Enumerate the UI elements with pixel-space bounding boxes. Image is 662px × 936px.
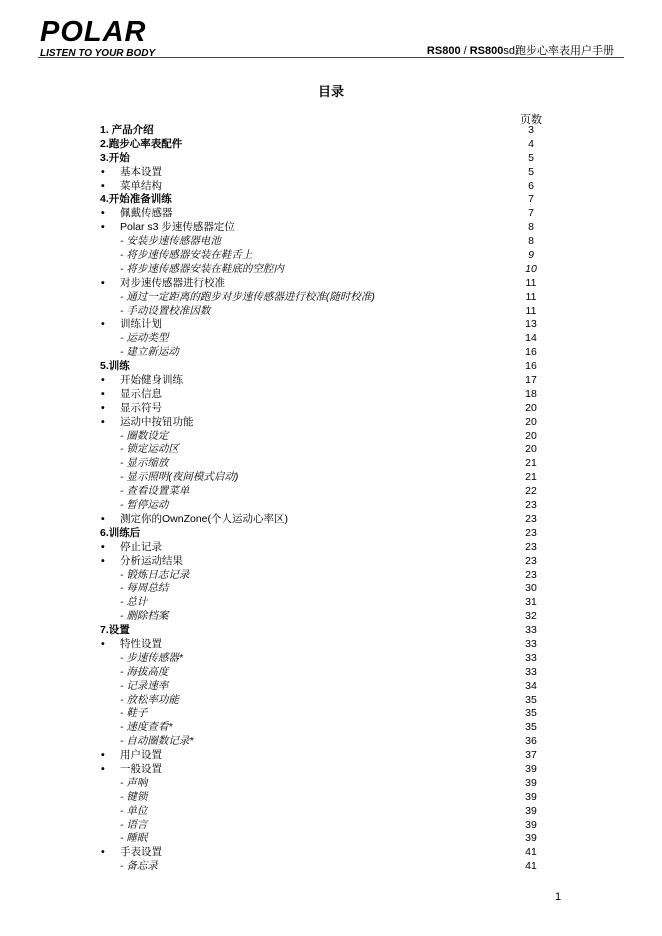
header-separator: / <box>460 45 470 57</box>
header-divider <box>38 57 624 58</box>
toc-entry <box>0 277 662 291</box>
toc-entry-page: 39 <box>525 790 537 803</box>
toc-entry-title: 分析运动结果 <box>120 554 183 567</box>
page-column-header: 页数 <box>520 114 542 126</box>
toc-entry <box>0 457 662 471</box>
toc-entry-title: 4.开始准备训练 <box>100 193 172 206</box>
toc-entry-title: - 语言 <box>120 818 148 831</box>
toc-entry <box>0 527 662 541</box>
toc-entry-page: 13 <box>525 318 537 331</box>
toc-entry-page: 21 <box>525 471 537 484</box>
bullet-glyph: • <box>101 846 105 859</box>
toc-entry <box>0 652 662 666</box>
toc-entry <box>0 735 662 749</box>
header-model-1: RS800 <box>426 45 461 57</box>
toc-entry-page: 16 <box>525 360 537 373</box>
toc-entry <box>0 555 662 569</box>
toc-entry-title: 测定你的OwnZone(个人运动心率区) <box>120 512 289 525</box>
toc-entry <box>0 221 662 235</box>
toc-entry-page: 20 <box>525 443 537 456</box>
bullet-glyph: • <box>101 637 105 650</box>
toc-entry <box>0 791 662 805</box>
toc-entry <box>0 596 662 610</box>
toc-entry-title: - 将步速传感器安装在鞋底的空腔内 <box>120 262 284 275</box>
toc-entry-title: 运动中按钮功能 <box>120 415 194 428</box>
toc-entry-page: 7 <box>528 207 534 220</box>
toc-entry-title: - 放松率功能 <box>120 693 179 706</box>
toc-entry-page: 20 <box>525 415 537 428</box>
toc-entry-title: 菜单结构 <box>120 179 162 192</box>
toc-entry <box>0 138 662 152</box>
toc-entry <box>0 346 662 360</box>
toc-entry-page: 35 <box>525 693 537 706</box>
header-suffix: sd跑步心率表用户手册 <box>503 45 614 57</box>
toc-entry-page: 33 <box>525 651 537 664</box>
toc-entry-title: 手表设置 <box>120 846 162 859</box>
toc-entry-title: - 暂停运动 <box>120 499 169 512</box>
toc-entry <box>0 624 662 638</box>
page-title: 目录 <box>317 84 344 99</box>
toc-entry <box>0 332 662 346</box>
toc-entry-page: 33 <box>525 665 537 678</box>
toc-entry-title: - 声响 <box>120 776 148 789</box>
toc-entry-title: 基本设置 <box>120 165 162 178</box>
toc-entry-title: 7.设置 <box>100 624 130 637</box>
toc-entry <box>0 124 662 138</box>
toc-entry-title: - 记录速率 <box>120 679 169 692</box>
bullet-glyph: • <box>101 165 105 178</box>
toc-entry <box>0 832 662 846</box>
toc-entry-page: 16 <box>525 346 537 359</box>
toc-entry <box>0 846 662 860</box>
toc-entry-title: - 建立新运动 <box>120 346 179 359</box>
toc-entry <box>0 819 662 833</box>
toc-entry <box>0 166 662 180</box>
toc-entry <box>0 263 662 277</box>
toc-entry <box>0 638 662 652</box>
toc-entry-page: 10 <box>525 262 537 275</box>
toc-entry <box>0 388 662 402</box>
toc-entry-title: - 每周总结 <box>120 582 169 595</box>
toc-entry-page: 32 <box>525 610 537 623</box>
bullet-glyph: • <box>101 179 105 192</box>
toc-entry-page: 7 <box>528 193 534 206</box>
bullet-glyph: • <box>101 749 105 762</box>
logo-wordmark: POLAR <box>40 17 147 48</box>
toc-entry-title: 佩戴传感器 <box>120 207 173 220</box>
bullet-glyph: • <box>101 276 105 289</box>
bullet-glyph: • <box>101 415 105 428</box>
toc-entry-page: 41 <box>525 860 537 873</box>
toc-entry-page: 35 <box>525 721 537 734</box>
toc-entry-title: 开始健身训练 <box>120 374 183 387</box>
toc-entry-page: 18 <box>525 387 537 400</box>
toc-entry-page: 30 <box>525 582 537 595</box>
bullet-glyph: • <box>101 374 105 387</box>
toc-entry-page: 3 <box>528 124 534 136</box>
toc-entry-title: - 将步速传感器安装在鞋舌上 <box>120 249 253 262</box>
toc-entry-title: - 备忘录 <box>120 860 158 873</box>
page-number: 1 <box>555 891 562 903</box>
toc-entry-page: 39 <box>525 818 537 831</box>
logo-tagline: LISTEN TO YOUR BODY <box>40 48 156 59</box>
toc-entry-page: 5 <box>528 151 534 164</box>
toc-entry <box>0 360 662 374</box>
toc-entry-title: - 睡眠 <box>120 832 148 845</box>
toc-entry-page: 33 <box>525 637 537 650</box>
toc-entry-title: 显示信息 <box>120 387 162 400</box>
toc-entry <box>0 430 662 444</box>
toc-entry-title: - 自动圈数记录* <box>120 735 194 748</box>
toc-entry <box>0 513 662 527</box>
toc-entry-page: 14 <box>525 332 537 345</box>
toc-entry <box>0 471 662 485</box>
toc-entry <box>0 180 662 194</box>
toc-entry <box>0 443 662 457</box>
toc-entry-title: - 显示缩放 <box>120 457 169 470</box>
toc-entry <box>0 666 662 680</box>
toc-entry-title: 2.跑步心率表配件 <box>100 137 183 150</box>
toc-entry <box>0 582 662 596</box>
toc-entry-title: 6.训练后 <box>100 526 141 539</box>
toc-entry-title: 特性设置 <box>120 637 162 650</box>
toc-entry-page: 37 <box>525 749 537 762</box>
toc-entry-page: 20 <box>525 429 537 442</box>
toc-entry <box>0 193 662 207</box>
toc-entry-page: 9 <box>528 249 534 262</box>
toc-entry-page: 39 <box>525 776 537 789</box>
polar-logo <box>38 17 168 61</box>
toc-entry-title: - 步速传感器* <box>120 651 183 664</box>
toc-entry-page: 6 <box>528 179 534 192</box>
toc-entry-page: 35 <box>525 707 537 720</box>
toc-entry-page: 11 <box>525 304 537 317</box>
toc-entry-page: 23 <box>525 540 537 553</box>
toc-entry-title: 停止记录 <box>120 540 162 553</box>
toc-entry-title: 训练计划 <box>120 318 162 331</box>
header-model-2: RS800 <box>469 45 504 57</box>
polar-logo-graphic <box>38 17 168 61</box>
table-of-contents <box>0 124 662 874</box>
toc-entry <box>0 707 662 721</box>
toc-entry <box>0 610 662 624</box>
toc-entry <box>0 694 662 708</box>
toc-entry-title: - 运动类型 <box>120 332 169 345</box>
toc-entry <box>0 749 662 763</box>
toc-entry-page: 31 <box>525 596 537 609</box>
toc-entry-title: - 速度查看* <box>120 721 173 734</box>
toc-entry-page: 17 <box>525 374 537 387</box>
toc-entry-title: - 鞋子 <box>120 707 148 720</box>
toc-entry-page: 41 <box>525 846 537 859</box>
toc-entry-page: 39 <box>525 804 537 817</box>
bullet-glyph: • <box>101 318 105 331</box>
bullet-glyph: • <box>101 540 105 553</box>
toc-entry <box>0 305 662 319</box>
toc-entry-title: Polar s3 步速传感器定位 <box>120 221 235 234</box>
toc-entry <box>0 569 662 583</box>
toc-entry <box>0 499 662 513</box>
toc-entry-title: - 查看设置菜单 <box>120 485 190 498</box>
toc-entry <box>0 249 662 263</box>
toc-entry-title: - 显示照明(夜间模式启动) <box>120 471 239 484</box>
toc-entry-page: 39 <box>525 832 537 845</box>
toc-entry <box>0 152 662 166</box>
toc-entry <box>0 805 662 819</box>
toc-entry-page: 11 <box>525 276 537 289</box>
toc-entry-page: 5 <box>528 165 534 178</box>
toc-entry-title: - 圈数设定 <box>120 429 169 442</box>
toc-entry <box>0 541 662 555</box>
toc-entry-page: 23 <box>525 526 537 539</box>
toc-entry <box>0 721 662 735</box>
toc-entry-title: 显示符号 <box>120 401 162 414</box>
toc-entry-page: 8 <box>528 221 534 234</box>
toc-entry-title: 对步速传感器进行校准 <box>120 276 225 289</box>
toc-entry-page: 23 <box>525 554 537 567</box>
toc-entry-title: 3.开始 <box>100 151 130 164</box>
toc-entry <box>0 860 662 874</box>
toc-entry-title: - 通过一定距离的跑步对步速传感器进行校准(随时校准) <box>120 290 375 303</box>
toc-entry-page: 23 <box>525 499 537 512</box>
toc-entry-page: 21 <box>525 457 537 470</box>
toc-entry-title: - 锻炼日志记录 <box>120 568 190 581</box>
toc-entry <box>0 763 662 777</box>
toc-entry-page: 11 <box>525 290 537 303</box>
toc-entry-title: 一般设置 <box>120 762 162 775</box>
bullet-glyph: • <box>101 762 105 775</box>
toc-entry-page: 39 <box>525 762 537 775</box>
toc-entry-title: - 海拔高度 <box>120 665 169 678</box>
toc-entry-page: 8 <box>528 235 534 248</box>
document-header <box>427 42 614 58</box>
toc-entry-page: 22 <box>525 485 537 498</box>
toc-entry <box>0 207 662 221</box>
toc-entry <box>0 416 662 430</box>
toc-entry <box>0 680 662 694</box>
toc-entry-page: 36 <box>525 735 537 748</box>
toc-entry <box>0 485 662 499</box>
toc-entry-title: 用户设置 <box>120 749 162 762</box>
toc-entry-page: 33 <box>525 624 537 637</box>
toc-entry-page: 23 <box>525 568 537 581</box>
toc-entry-title: - 键锁 <box>120 790 148 803</box>
bullet-glyph: • <box>101 512 105 525</box>
toc-entry <box>0 402 662 416</box>
toc-entry <box>0 374 662 388</box>
toc-entry-title: - 总计 <box>120 596 148 609</box>
toc-entry-title: - 手动设置校准因数 <box>120 304 211 317</box>
toc-entry-title: 1. 产品介绍 <box>100 124 154 136</box>
toc-entry <box>0 235 662 249</box>
toc-entry-page: 20 <box>525 401 537 414</box>
bullet-glyph: • <box>101 554 105 567</box>
toc-entry-title: - 锁定运动区 <box>120 443 179 456</box>
toc-entry-title: 5.训练 <box>100 360 130 373</box>
toc-entry <box>0 777 662 791</box>
bullet-glyph: • <box>101 221 105 234</box>
toc-entry-title: - 安装步速传感器电池 <box>120 235 221 248</box>
toc-entry <box>0 291 662 305</box>
toc-entry-page: 4 <box>528 137 534 150</box>
bullet-glyph: • <box>101 387 105 400</box>
toc-entry-page: 23 <box>525 512 537 525</box>
bullet-glyph: • <box>101 207 105 220</box>
toc-entry-title: - 单位 <box>120 804 148 817</box>
bullet-glyph: • <box>101 401 105 414</box>
toc-entry <box>0 318 662 332</box>
toc-entry-title: - 删除档案 <box>120 610 169 623</box>
toc-entry-page: 34 <box>525 679 537 692</box>
